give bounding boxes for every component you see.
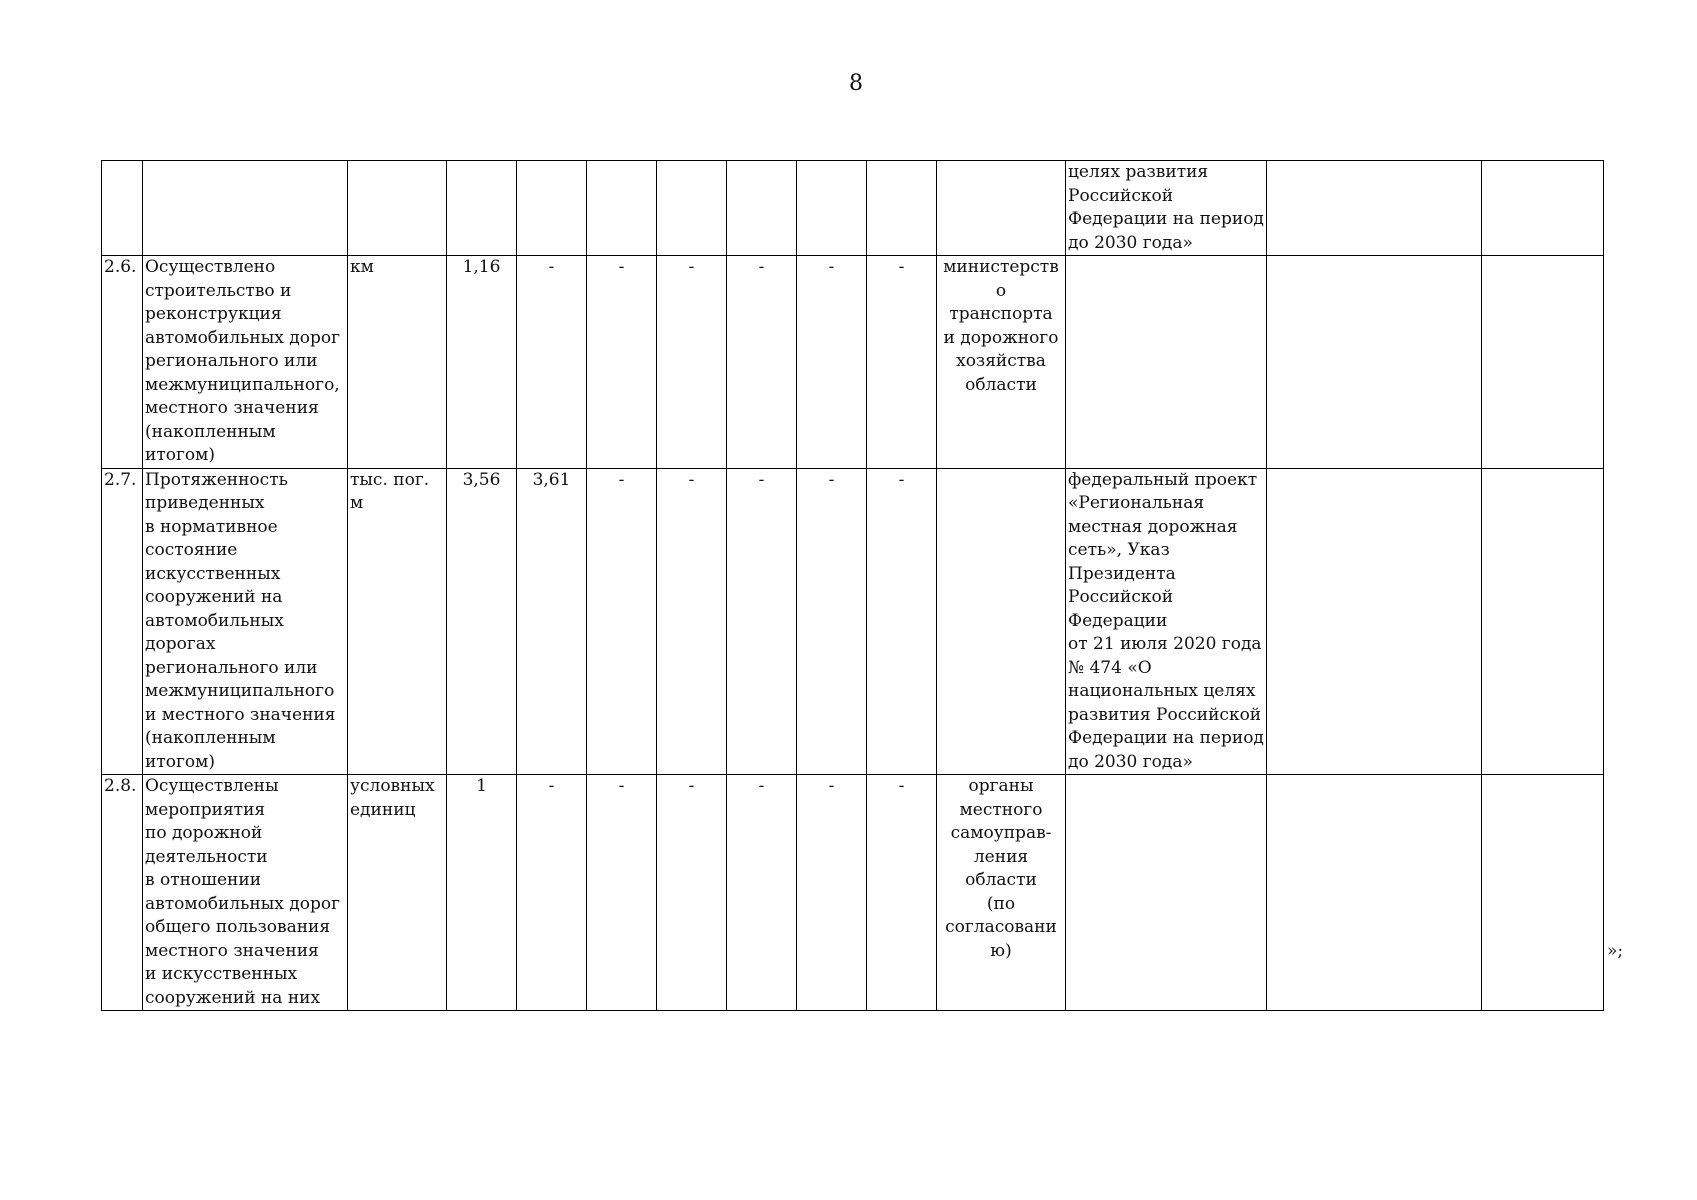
page-number: 8 [849,71,863,96]
closing-quote: »; [1607,941,1624,961]
empty-cell [1267,468,1482,775]
unit-of-measure: км [348,256,447,469]
value-cell: - [797,256,867,469]
responsible-body [937,161,1066,256]
value-cell [587,161,657,256]
indicator-name: Осуществлены мероприятия по дорожной деятельности в отношении автомобильных дорог общего пользования местного значения и искусственных сооружений на них [143,775,348,1011]
unit-of-measure [348,161,447,256]
value-cell [447,161,517,256]
indicator-name: Осуществлено строительство и реконструкция автомобильных дорог регионального или межмуниципального, местного значения (накопленным итогом) [143,256,348,469]
empty-cell [1482,468,1604,775]
table-row [102,468,1604,775]
row-number: 2.6. [102,256,143,469]
indicator-name: Протяженность приведенных в нормативное состояние искусственных сооружений на автомобильных дорогах регионального или межмуниципального и местного значения (накопленным итогом) [143,468,348,775]
value-cell: - [727,468,797,775]
value-cell [517,161,587,256]
basis-cell: целях развития Российской Федерации на период до 2030 года» [1066,161,1267,256]
value-cell: - [657,256,727,469]
indicator-name [143,161,348,256]
value-cell: 1 [447,775,517,1011]
empty-cell [1482,256,1604,469]
row-number: 2.8. [102,775,143,1011]
value-cell: 3,56 [447,468,517,775]
value-cell: - [867,775,937,1011]
table-row [102,161,1604,256]
empty-cell [1267,256,1482,469]
responsible-body: министерство транспорта и дорожного хозяйства области [937,256,1066,469]
empty-cell [1482,775,1604,1011]
value-cell: - [517,256,587,469]
responsible-body [937,468,1066,775]
empty-cell [1482,161,1604,256]
value-cell: - [797,468,867,775]
value-cell: - [657,775,727,1011]
value-cell: - [727,256,797,469]
value-cell [727,161,797,256]
unit-of-measure: условных единиц [348,775,447,1011]
empty-cell [1267,775,1482,1011]
responsible-body: органы местного самоуправ- ления области (по согласованию) [937,775,1066,1011]
row-number [102,161,143,256]
value-cell: - [517,775,587,1011]
basis-cell: федеральный проект «Региональная местная дорожная сеть», Указ Президента Российской Федерации от 21 июля 2020 года № 474 «О национальных целях развития Российской Федерации на период до 2030 года» [1066,468,1267,775]
value-cell: - [587,775,657,1011]
value-cell: 3,61 [517,468,587,775]
value-cell: - [797,775,867,1011]
empty-cell [1267,161,1482,256]
value-cell [797,161,867,256]
basis-cell [1066,256,1267,469]
value-cell [867,161,937,256]
unit-of-measure: тыс. пог. м [348,468,447,775]
value-cell: - [867,468,937,775]
value-cell [657,161,727,256]
table-row [102,775,1604,1011]
value-cell: - [587,256,657,469]
value-cell: - [587,468,657,775]
value-cell: - [727,775,797,1011]
value-cell: - [657,468,727,775]
basis-cell [1066,775,1267,1011]
value-cell: 1,16 [447,256,517,469]
row-number: 2.7. [102,468,143,775]
table-row [102,256,1604,469]
indicators-table [101,160,1604,1011]
value-cell: - [867,256,937,469]
